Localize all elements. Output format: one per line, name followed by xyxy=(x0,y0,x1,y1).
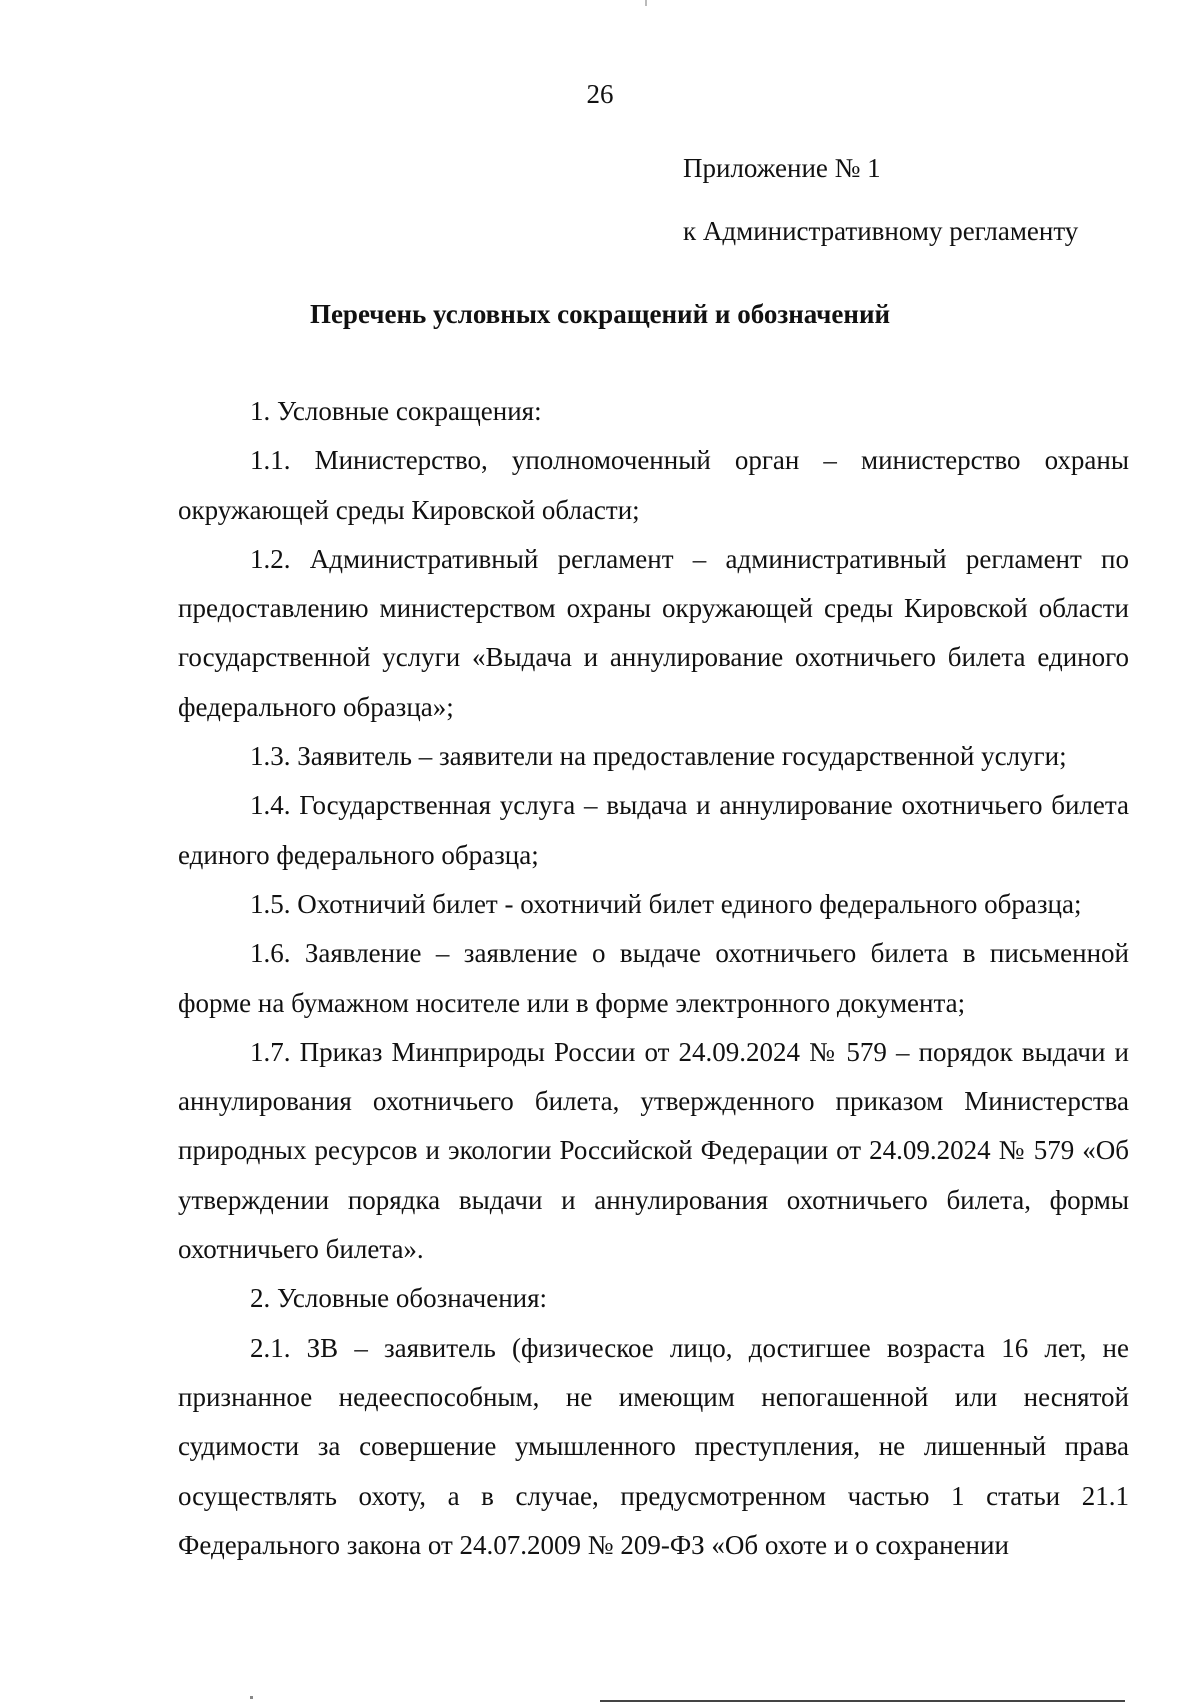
page-number: 26 xyxy=(586,79,614,109)
scan-artifact xyxy=(250,1696,253,1699)
paragraph-1-6: 1.6. Заявление – заявление о выдаче охотничьего билета в письменной форме на бумажном носителе или в форме электронного документа; xyxy=(178,938,1129,1018)
footer-rule xyxy=(600,1700,1125,1702)
paragraph-2-1: 2.1. ЗВ – заявитель (физическое лицо, достигшее возраста 16 лет, не признанное недееспособным, не имеющим непогашенной или неснятой судимости за совершение умышленного преступления, не лишенный права осуществлять охоту, а в случае, предусмотренном частью 1 статьи 21.1 Федерального закона от 24.07.2009 № 209-ФЗ «Об охоте и о сохранении xyxy=(178,1332,1129,1560)
paragraph-1-7: 1.7. Приказ Минприроды России от 24.09.2024 № 579 – порядок выдачи и аннулирования охотничьего билета, утвержденного приказом Министерства природных ресурсов и экологии Российской Федерации от 24.09.2024 № 579 «Об утверждении порядка выдачи и аннулирования охотничьего билета, формы охотничьего билета». xyxy=(178,1036,1129,1265)
scan-mark xyxy=(645,0,647,6)
paragraph-1-4: 1.4. Государственная услуга – выдача и аннулирование охотничьего билета единого федерального образца; xyxy=(178,790,1129,870)
paragraph-1-2: 1.2. Административный регламент – административный регламент по предоставлению министерством охраны окружающей среды Кировской области государственной услуги «Выдача и аннулирование охотничьего билета единого федерального образца»; xyxy=(178,543,1129,722)
document-body xyxy=(178,387,1129,1570)
appendix-label: Приложение № 1 xyxy=(683,153,881,183)
paragraph-1-1: 1.1. Министерство, уполномоченный орган – министерство охраны окружающей среды Кировской области; xyxy=(178,445,1129,525)
section-heading-designations: 2. Условные обозначения: xyxy=(250,1283,548,1314)
document-title: Перечень условных сокращений и обозначений xyxy=(309,299,891,329)
paragraph-1-3: 1.3. Заявитель – заявители на предоставление государственной услуги; xyxy=(250,741,1067,772)
appendix-subtitle: к Административному регламенту xyxy=(683,216,1079,246)
paragraph-1-5: 1.5. Охотничий билет - охотничий билет единого федерального образца; xyxy=(250,888,1082,919)
section-heading-abbreviations: 1. Условные сокращения: xyxy=(250,396,542,426)
